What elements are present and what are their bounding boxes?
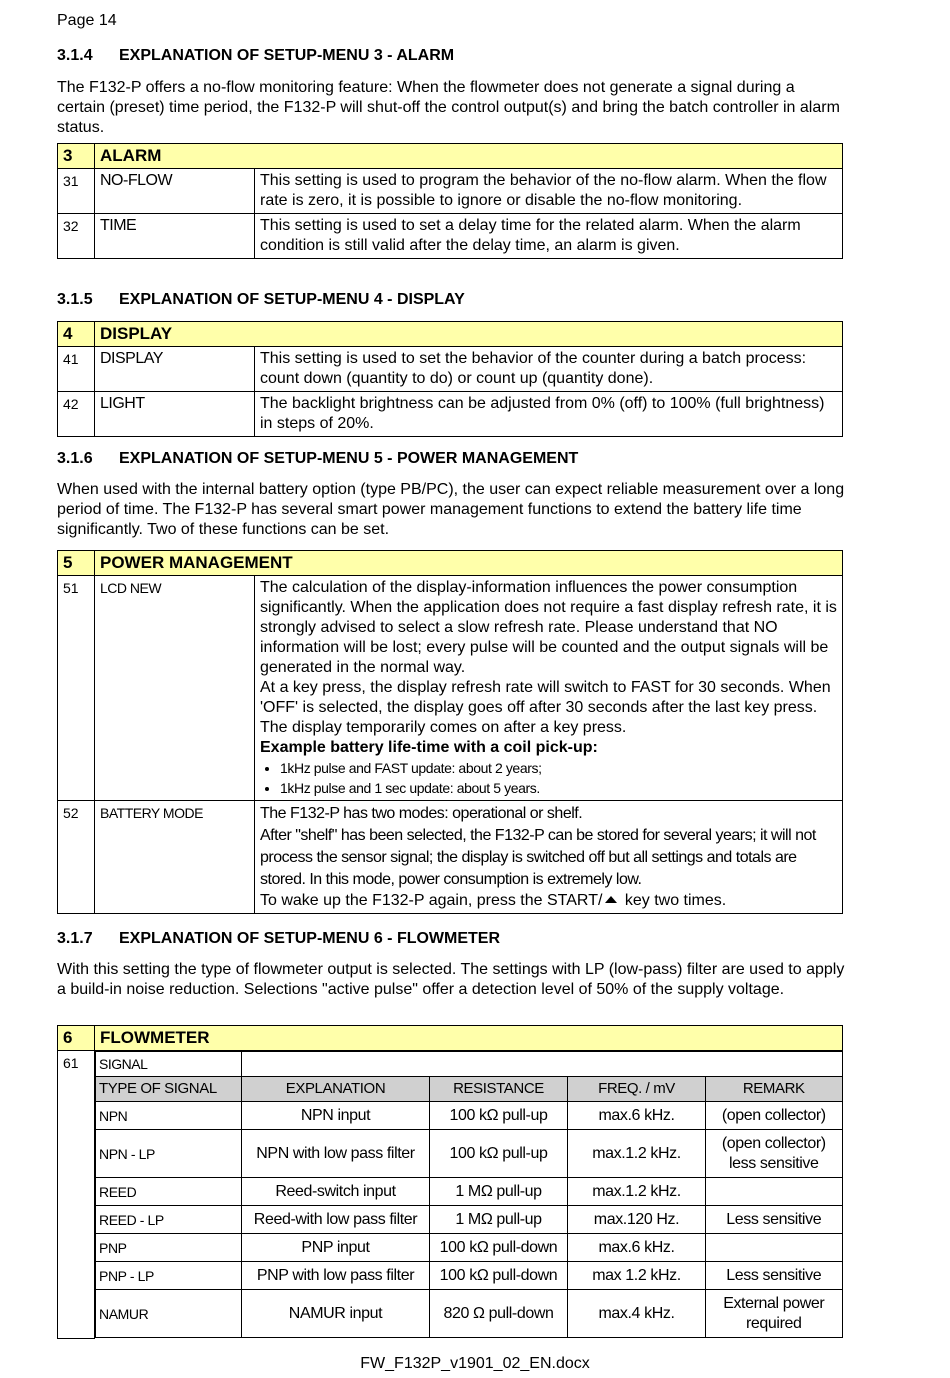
setting-name: NO-FLOW: [95, 169, 255, 214]
power-table: [57, 550, 843, 914]
description-paragraph: [260, 891, 837, 911]
menu-header-row: [58, 322, 843, 347]
table-row: [96, 1178, 843, 1206]
section-title: EXPLANATION OF SETUP-MENU 4 - DISPLAY: [119, 291, 465, 308]
setting-description: The backlight brightness can be adjusted from 0% (off) to 100% (full brightness) in steps of 20%.: [255, 392, 843, 437]
setting-name: DISPLAY: [95, 347, 255, 392]
menu-number: 6: [58, 1026, 95, 1051]
signal-resistance: 100 kΩ pull-up: [430, 1130, 568, 1178]
table-row: [58, 801, 843, 914]
signal-remark: External power required: [706, 1290, 843, 1338]
menu-title: DISPLAY: [95, 322, 843, 347]
alarm-intro: The F132-P offers a no-flow monitoring feature: When the flowmeter does not generate a signal during a certain (preset) time period, the F132-P will shut-off the control output(s) and bring the batch controller in alarm status.: [57, 79, 840, 136]
setting-description: This setting is used to set a delay time for the related alarm. When the alarm condition is still valid after the delay time, an alarm is given.: [255, 214, 843, 259]
section-number: 3.1.6: [57, 450, 93, 467]
signal-remark: Less sensitive: [706, 1206, 843, 1234]
table-row: [96, 1234, 843, 1262]
signal-explanation: PNP input: [242, 1234, 430, 1262]
page-number: Page 14: [57, 12, 117, 29]
signal-explanation: NPN with low pass filter: [242, 1130, 430, 1178]
section-title: EXPLANATION OF SETUP-MENU 6 - FLOWMETER: [119, 930, 501, 947]
column-header: EXPLANATION: [242, 1077, 430, 1102]
power-intro: When used with the internal battery option (type PB/PC), the user can expect reliable measurement over a long period of time. The F132-P has several smart power management functions to extend the battery life time significantly. Two of these functions can be set.: [57, 481, 845, 538]
section-number: 3.1.4: [57, 47, 93, 64]
table-row: [96, 1102, 843, 1130]
table-row: [58, 169, 843, 214]
signal-type: NPN: [96, 1102, 242, 1130]
table-row: [58, 214, 843, 259]
signal-type: REED - LP: [96, 1206, 242, 1234]
flowmeter-table: [57, 1025, 843, 1339]
column-header: TYPE OF SIGNAL: [96, 1077, 242, 1102]
menu-title: POWER MANAGEMENT: [95, 551, 843, 576]
description-paragraph: The F132-P has two modes: operational or shelf.: [260, 805, 583, 822]
setting-code: 31: [58, 169, 95, 214]
list-item: • 1kHz pulse and FAST update: about 2 years;: [280, 758, 837, 778]
setting-name: BATTERY MODE: [95, 801, 255, 914]
signal-remark: Less sensitive: [706, 1262, 843, 1290]
table-row: [58, 576, 843, 801]
section-heading-display: [57, 291, 465, 309]
signal-frequency: max.1.2 kHz.: [568, 1178, 706, 1206]
table-row: [58, 1051, 843, 1339]
signal-type: REED: [96, 1178, 242, 1206]
table-row: [96, 1290, 843, 1338]
setting-code: 51: [58, 576, 95, 801]
example-list: [260, 758, 837, 798]
signal-frequency: max.6 kHz.: [568, 1102, 706, 1130]
section-number: 3.1.7: [57, 930, 93, 947]
signal-label: SIGNAL: [96, 1052, 242, 1077]
list-item: • 1kHz pulse and 1 sec update: about 5 years.: [280, 778, 837, 798]
table-row: [96, 1262, 843, 1290]
signal-type: NAMUR: [96, 1290, 242, 1338]
signal-frequency: max.6 kHz.: [568, 1234, 706, 1262]
signal-frequency: max 1.2 kHz.: [568, 1262, 706, 1290]
column-header: FREQ. / mV: [568, 1077, 706, 1102]
setting-description: [255, 801, 843, 914]
setting-code: 61: [58, 1051, 95, 1339]
setting-description: This setting is used to program the behavior of the no-flow alarm. When the flow rate is zero, it is possible to ignore or disable the no-flow monitoring.: [255, 169, 843, 214]
section-heading-flowmeter: [57, 930, 500, 948]
section-title: EXPLANATION OF SETUP-MENU 3 - ALARM: [119, 47, 455, 64]
signal-frequency: max.1.2 kHz.: [568, 1130, 706, 1178]
section-title: EXPLANATION OF SETUP-MENU 5 - POWER MANAGEMENT: [119, 450, 579, 467]
table-row: [58, 347, 843, 392]
column-header: RESISTANCE: [430, 1077, 568, 1102]
signal-resistance: 1 MΩ pull-up: [430, 1178, 568, 1206]
signal-remark: (open collector) less sensitive: [706, 1130, 843, 1178]
signal-type: NPN - LP: [96, 1130, 242, 1178]
column-header: REMARK: [706, 1077, 843, 1102]
flowmeter-intro: With this setting the type of flowmeter output is selected. The settings with LP (low-pass) filter are used to apply a build-in noise reduction. Selections "active pulse" offer a detection level of 50% of the supply voltage.: [57, 961, 845, 998]
signal-table: [95, 1051, 843, 1338]
signal-frequency: max.4 kHz.: [568, 1290, 706, 1338]
setting-code: 41: [58, 347, 95, 392]
signal-remark: [706, 1234, 843, 1262]
signal-resistance: 820 Ω pull-down: [430, 1290, 568, 1338]
menu-header-row: [58, 551, 843, 576]
up-arrow-icon: [605, 896, 617, 903]
section-heading-alarm: [57, 47, 454, 65]
section-heading-power: [57, 450, 578, 468]
setting-code: 32: [58, 214, 95, 259]
setting-description: [255, 576, 843, 801]
column-header-row: [96, 1077, 843, 1102]
signal-type: PNP: [96, 1234, 242, 1262]
signal-remark: [706, 1178, 843, 1206]
signal-label-row: [96, 1052, 843, 1077]
description-paragraph: The calculation of the display-information influences the power consumption significantly. When the application does not require a fast display refresh rate, it is strongly advised to select a slow refresh rate. Please understand that NO information will be lost; every pulse will be counted and the output signals will be generated in the normal way.: [260, 579, 837, 676]
table-row: [96, 1130, 843, 1178]
example-title: Example battery life-time with a coil pick-up:: [260, 739, 598, 756]
menu-title: FLOWMETER: [95, 1026, 843, 1051]
setting-name: TIME: [95, 214, 255, 259]
wake-text-end: key two times.: [620, 892, 727, 909]
menu-header-row: [58, 144, 843, 169]
wake-text: To wake up the F132-P again, press the START/: [260, 892, 603, 909]
signal-explanation: Reed-switch input: [242, 1178, 430, 1206]
description-paragraph: After "shelf" has been selected, the F132-P can be stored for several years; it will not process the sensor signal; the display is switched off but all settings and totals are stored. In this mode, power consumption is extremely low.: [260, 827, 816, 888]
alarm-table: [57, 143, 843, 259]
document-footer: FW_F132P_v1901_02_EN.docx: [360, 1355, 590, 1372]
signal-explanation: Reed-with low pass filter: [242, 1206, 430, 1234]
setting-code: 42: [58, 392, 95, 437]
setting-name: LIGHT: [95, 392, 255, 437]
menu-number: 5: [58, 551, 95, 576]
display-table: [57, 321, 843, 437]
menu-number: 4: [58, 322, 95, 347]
description-paragraph: At a key press, the display refresh rate will switch to FAST for 30 seconds. When 'OFF' is selected, the display goes off after 30 seconds after the last key press. The display temporarily comes on after a key press.: [260, 679, 831, 736]
signal-type: PNP - LP: [96, 1262, 242, 1290]
section-number: 3.1.5: [57, 291, 93, 308]
setting-code: 52: [58, 801, 95, 914]
signal-explanation: PNP with low pass filter: [242, 1262, 430, 1290]
menu-title: ALARM: [95, 144, 843, 169]
table-row: [58, 392, 843, 437]
signal-resistance: 100 kΩ pull-down: [430, 1262, 568, 1290]
signal-remark: (open collector): [706, 1102, 843, 1130]
signal-explanation: NPN input: [242, 1102, 430, 1130]
signal-resistance: 1 MΩ pull-up: [430, 1206, 568, 1234]
menu-header-row: [58, 1026, 843, 1051]
setting-description: This setting is used to set the behavior of the counter during a batch process: count down (quantity to do) or count up (quantity done).: [255, 347, 843, 392]
signal-frequency: max.120 Hz.: [568, 1206, 706, 1234]
signal-resistance: 100 kΩ pull-down: [430, 1234, 568, 1262]
menu-number: 3: [58, 144, 95, 169]
setting-name: LCD NEW: [95, 576, 255, 801]
signal-explanation: NAMUR input: [242, 1290, 430, 1338]
signal-resistance: 100 kΩ pull-up: [430, 1102, 568, 1130]
table-row: [96, 1206, 843, 1234]
